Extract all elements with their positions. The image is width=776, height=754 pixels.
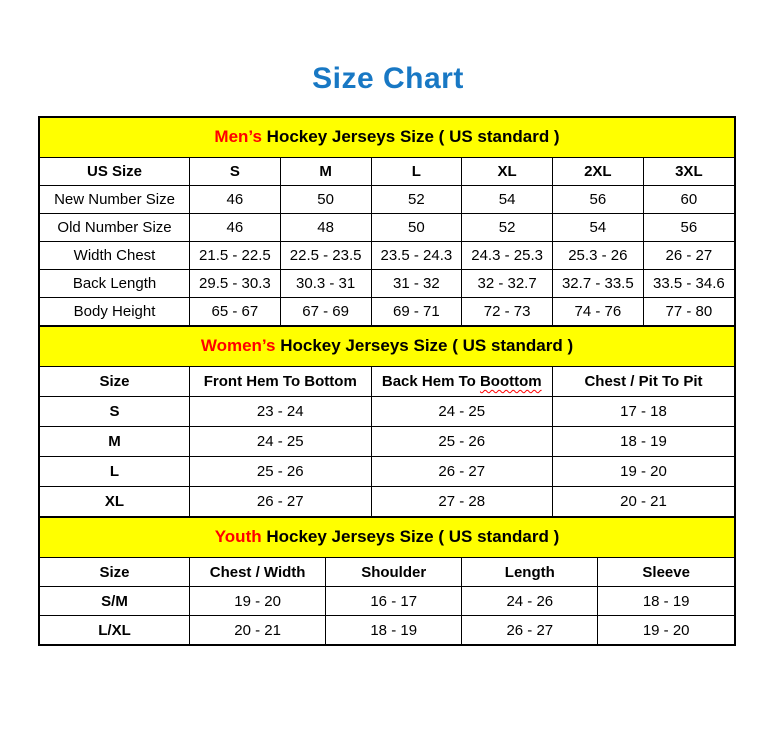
size-value-cell: 20 - 21 (190, 616, 326, 645)
column-header: Length (462, 558, 598, 587)
size-value-cell: 33.5 - 34.6 (643, 270, 734, 298)
size-value-cell: 25.3 - 26 (552, 242, 643, 270)
column-header: US Size (40, 158, 190, 186)
size-value-cell: 65 - 67 (190, 298, 281, 326)
column-header: XL (462, 158, 553, 186)
table-row (40, 457, 734, 487)
column-header: Size (40, 558, 190, 587)
size-value-cell: 72 - 73 (462, 298, 553, 326)
row-label: S (40, 397, 190, 427)
row-label: Old Number Size (40, 214, 190, 242)
column-header (371, 367, 552, 397)
column-header: S (190, 158, 281, 186)
row-label: Back Length (40, 270, 190, 298)
size-value-cell: 23.5 - 24.3 (371, 242, 462, 270)
womens-section-header (40, 326, 734, 367)
size-value-cell: 77 - 80 (643, 298, 734, 326)
size-value-cell: 30.3 - 31 (280, 270, 371, 298)
size-value-cell: 22.5 - 23.5 (280, 242, 371, 270)
mens-size-table (40, 158, 734, 326)
womens-section (40, 326, 734, 517)
size-value-cell: 32.7 - 33.5 (552, 270, 643, 298)
row-label: M (40, 427, 190, 457)
size-value-cell: 56 (552, 186, 643, 214)
size-value-cell: 52 (462, 214, 553, 242)
mens-header-accent: Men’s (214, 127, 262, 146)
size-value-cell: 18 - 19 (553, 427, 735, 457)
size-value-cell: 19 - 20 (598, 616, 734, 645)
mens-section (40, 118, 734, 326)
womens-header-accent: Women’s (200, 336, 276, 355)
size-value-cell: 52 (371, 186, 462, 214)
column-header-text: Back Hem To (381, 373, 480, 390)
size-value-cell: 27 - 28 (371, 487, 552, 517)
column-header: Front Hem To Bottom (190, 367, 371, 397)
column-header: L (371, 158, 462, 186)
column-header: Sleeve (598, 558, 734, 587)
size-value-cell: 24 - 25 (190, 427, 371, 457)
youth-section-header (40, 517, 734, 558)
column-header-row (40, 367, 734, 397)
size-value-cell: 26 - 27 (190, 487, 371, 517)
size-value-cell: 67 - 69 (280, 298, 371, 326)
misspelled-word: Boottom (479, 373, 542, 390)
column-header: Chest / Width (190, 558, 326, 587)
size-value-cell: 74 - 76 (552, 298, 643, 326)
size-value-cell: 21.5 - 22.5 (190, 242, 281, 270)
size-value-cell: 26 - 27 (371, 457, 552, 487)
size-value-cell: 32 - 32.7 (462, 270, 553, 298)
size-value-cell: 19 - 20 (553, 457, 735, 487)
womens-header-text: Hockey Jerseys Size ( US standard ) (275, 336, 574, 355)
column-header: Size (40, 367, 190, 397)
page-title: Size Chart (312, 62, 464, 95)
row-label: L/XL (40, 616, 190, 645)
size-value-cell: 69 - 71 (371, 298, 462, 326)
mens-header-text: Hockey Jerseys Size ( US standard ) (261, 127, 560, 146)
size-value-cell: 26 - 27 (462, 616, 598, 645)
mens-section-header (40, 118, 734, 158)
table-row (40, 616, 734, 645)
size-chart-container (38, 116, 736, 646)
column-header-row (40, 158, 734, 186)
size-value-cell: 17 - 18 (553, 397, 735, 427)
size-value-cell: 16 - 17 (326, 587, 462, 616)
womens-size-table (40, 367, 734, 517)
size-value-cell: 31 - 32 (371, 270, 462, 298)
column-header: M (280, 158, 371, 186)
table-row (40, 587, 734, 616)
size-value-cell: 20 - 21 (553, 487, 735, 517)
size-value-cell: 23 - 24 (190, 397, 371, 427)
table-row (40, 214, 734, 242)
table-row (40, 242, 734, 270)
size-value-cell: 50 (280, 186, 371, 214)
table-row (40, 397, 734, 427)
size-value-cell: 54 (462, 186, 553, 214)
column-header-row (40, 558, 734, 587)
youth-header-accent: Youth (214, 527, 262, 546)
size-value-cell: 19 - 20 (190, 587, 326, 616)
size-value-cell: 25 - 26 (190, 457, 371, 487)
column-header: Chest / Pit To Pit (553, 367, 735, 397)
size-value-cell: 56 (643, 214, 734, 242)
size-value-cell: 25 - 26 (371, 427, 552, 457)
size-value-cell: 18 - 19 (326, 616, 462, 645)
table-row (40, 186, 734, 214)
table-row (40, 487, 734, 517)
row-label: Width Chest (40, 242, 190, 270)
size-value-cell: 18 - 19 (598, 587, 734, 616)
column-header: 3XL (643, 158, 734, 186)
size-value-cell: 50 (371, 214, 462, 242)
youth-section (40, 517, 734, 644)
size-value-cell: 26 - 27 (643, 242, 734, 270)
youth-header-text: Hockey Jerseys Size ( US standard ) (261, 527, 560, 546)
size-value-cell: 24.3 - 25.3 (462, 242, 553, 270)
size-value-cell: 24 - 25 (371, 397, 552, 427)
table-row (40, 298, 734, 326)
youth-size-table (40, 558, 734, 644)
size-value-cell: 46 (190, 186, 281, 214)
size-value-cell: 54 (552, 214, 643, 242)
size-value-cell: 46 (190, 214, 281, 242)
table-row (40, 427, 734, 457)
size-value-cell: 48 (280, 214, 371, 242)
size-value-cell: 60 (643, 186, 734, 214)
row-label: S/M (40, 587, 190, 616)
row-label: XL (40, 487, 190, 517)
row-label: L (40, 457, 190, 487)
size-value-cell: 24 - 26 (462, 587, 598, 616)
column-header: 2XL (552, 158, 643, 186)
table-row (40, 270, 734, 298)
row-label: Body Height (40, 298, 190, 326)
row-label: New Number Size (40, 186, 190, 214)
column-header: Shoulder (326, 558, 462, 587)
size-value-cell: 29.5 - 30.3 (190, 270, 281, 298)
